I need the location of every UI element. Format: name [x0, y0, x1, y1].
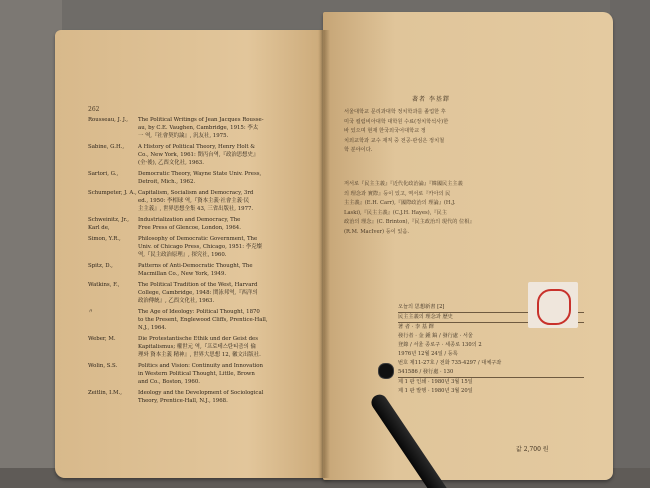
bib-line: 政治傳統』, 乙酉文化社, 1963.: [138, 298, 215, 304]
background-right: [610, 0, 650, 488]
works-line: (R.M. MacIver) 등이 있음.: [344, 228, 410, 235]
bib-line: Die Protestantische Ethik und der Geist des: [138, 336, 259, 342]
author-heading: 著者 李基鐸: [412, 96, 450, 103]
colophon-line: 541586 / 發行處 · 130: [398, 368, 584, 378]
bib-entry: [88, 281, 316, 305]
pen-cap: [378, 363, 394, 379]
colophon-series: 오늘의 思想新書 [2]: [398, 303, 584, 313]
bib-line: Philosophy of Democratic Government, The: [138, 236, 258, 242]
bib-entry: [88, 116, 316, 140]
bio-line: 치외교학과 교수 재직 중 전공·관심은 정치철: [344, 137, 445, 144]
works-line: 主主義』(E.H. Carr),『國際政治의 理論』(H.J.: [344, 200, 456, 206]
bib-author: Schweinitz, Jr., Karl de,: [88, 217, 129, 231]
page-number: 262: [88, 106, 100, 113]
bib-author: Sabine, G.H.,: [88, 144, 125, 150]
bib-line: The Age of Ideology: Political Thought, 1870: [138, 309, 260, 315]
bib-entry: [88, 362, 316, 386]
bib-entry: [88, 335, 316, 359]
bib-line: College, Cambridge, 1948: 閔泳邦역,『西洋의: [138, 290, 258, 296]
bib-entry: [88, 216, 316, 232]
bib-author: Wolin, S.S.: [88, 363, 118, 369]
colophon-line: 發行者 · 金 鍾 鎬 / 發行處 · 서울: [398, 333, 473, 339]
bib-entry: [88, 235, 316, 259]
bio-line: 바 있으며 현재 한국외국어대학교 정: [344, 128, 426, 134]
bib-line: Free Press of Glencoe, London, 1964.: [138, 225, 241, 231]
bib-line: ed., 1950: 李相球 역,『資本主義·社會主義·民: [138, 198, 250, 204]
bib-line: 역,『民主政治原理』, 探究社, 1960.: [138, 252, 227, 258]
works-line: 의 理念과 實際』등이 있고, 역서로『카아의 民: [344, 190, 451, 197]
book-gutter: [318, 30, 330, 478]
bib-line: Detroit, Mich., 1962.: [138, 179, 196, 185]
works-line: 저서로『民主主義』『近代化政治論』『韓國民主主義: [344, 181, 463, 187]
bib-author: Spitz, D.,: [88, 263, 113, 269]
bib-line: 一 역,『社會契約論』, 汎友社, 1975.: [138, 133, 229, 139]
bib-line: Ideology and the Development of Sociological: [138, 390, 264, 396]
bib-author: Simon, Y.R.,: [88, 236, 121, 242]
bib-entry: [88, 262, 316, 278]
bib-author: Sartori, G.,: [88, 171, 119, 177]
author-bio-paragraph: [344, 108, 602, 156]
bib-line: Co., New York, 1961: 閔丙台역,『政治思想史』: [138, 152, 259, 158]
colophon-title: 民主主義의 理念과 歷史: [398, 313, 584, 323]
bib-line: 理와 資本主義 精神』, 世界大思想 12, 徽文出版社.: [138, 352, 261, 358]
bib-line: au, by C.E. Vaughen, Cambridge, 1915: 李太: [138, 125, 259, 131]
colophon-line: 1976년 12월 24일 / 등록: [398, 351, 458, 357]
bib-author: Schumpeter, J. A.,: [88, 190, 137, 196]
bib-line: Politics and Vision: Continuity and Innovation: [138, 363, 263, 369]
colophon-line: 著 者 · 李 基 鐸: [398, 324, 434, 330]
background-left: [0, 0, 62, 488]
colophon-line: 번호 제11-27호 / 전화 735-4297 / 대체구좌: [398, 360, 502, 366]
colophon-line: 제 1 판 발행 · 1980년 3월 20일: [398, 388, 473, 394]
bib-line: Industrialization and Democracy, The: [138, 217, 241, 223]
bib-author: Weber, M.: [88, 336, 116, 342]
bib-author: Watkins, F.,: [88, 282, 120, 288]
bib-line: 主主義』, 世界思想全集 43, 三省出版社, 1977.: [138, 206, 254, 212]
bib-line: A History of Political Theory, Henry Holt &: [138, 144, 256, 150]
bib-line: Democratic Theory, Wayne State Univ. Press,: [138, 171, 262, 177]
bib-line: Patterns of Anti-Democratic Thought, The: [138, 263, 253, 269]
red-seal-icon: [537, 289, 571, 325]
bib-author: Zeitlin, I.M.,: [88, 390, 122, 396]
colophon-line: 登錄 / 서울 종로구 · 세종로 130의 2: [398, 342, 482, 348]
inspection-stamp-paper: [528, 282, 578, 328]
bib-author: 〃: [88, 309, 94, 315]
bio-line: 학 분야이다.: [344, 147, 373, 153]
works-line: Laski),『民主主義』(C.J.H. Hayes),『民主: [344, 209, 447, 216]
author-works-paragraph: [344, 180, 602, 237]
bib-line: Macmillan Co., New York, 1949.: [138, 271, 227, 277]
bio-line: 서울대학교 문리과대학 정치학과를 졸업한 후: [344, 109, 446, 115]
book-price: 값 2,700 원: [516, 446, 549, 453]
bib-line: Kapitalismus; 權世元 역,『프로테스탄티즘의 倫: [138, 344, 256, 350]
bib-author: Rousseau, J. J.,: [88, 117, 128, 123]
bib-line: and Co., Boston, 1960.: [138, 379, 200, 385]
bib-entry: [88, 389, 316, 405]
bib-line: Univ. of Chicago Press, Chicago, 1951: 李克燦: [138, 244, 262, 250]
colophon-line: 제 1 판 인쇄 · 1980년 3월 15일: [398, 379, 473, 385]
bib-line: Capitalism, Socialism and Democracy, 3rd: [138, 190, 254, 196]
bio-line: 미국 컬럼비아대학 대학원 수료(정치학석사)한: [344, 118, 449, 125]
bib-entry: [88, 143, 316, 167]
bib-line: The Political Writings of Jean Jacques Rousse-: [138, 117, 264, 123]
bib-line: Theory, Prentice-Hall, N.J., 1968.: [138, 398, 228, 404]
bib-line: The Political Tradition of the West, Harvard: [138, 282, 258, 288]
bib-entry: [88, 189, 316, 213]
bib-line: in Western Political Thought, Little, Brown: [138, 371, 255, 377]
bib-entry: [88, 170, 316, 186]
works-line: 政治의 理念』(C. Brinton),『民主政治의 現代的 位相』: [344, 219, 475, 225]
bibliography-list: [88, 116, 316, 408]
bib-line: N.J., 1964.: [138, 325, 167, 331]
bib-line: to the Present, Englewood Cliffs, Prentice-Hall,: [138, 317, 268, 323]
bib-entry: [88, 308, 316, 332]
bib-line: (全·後), 乙酉文化社, 1963.: [138, 160, 204, 166]
